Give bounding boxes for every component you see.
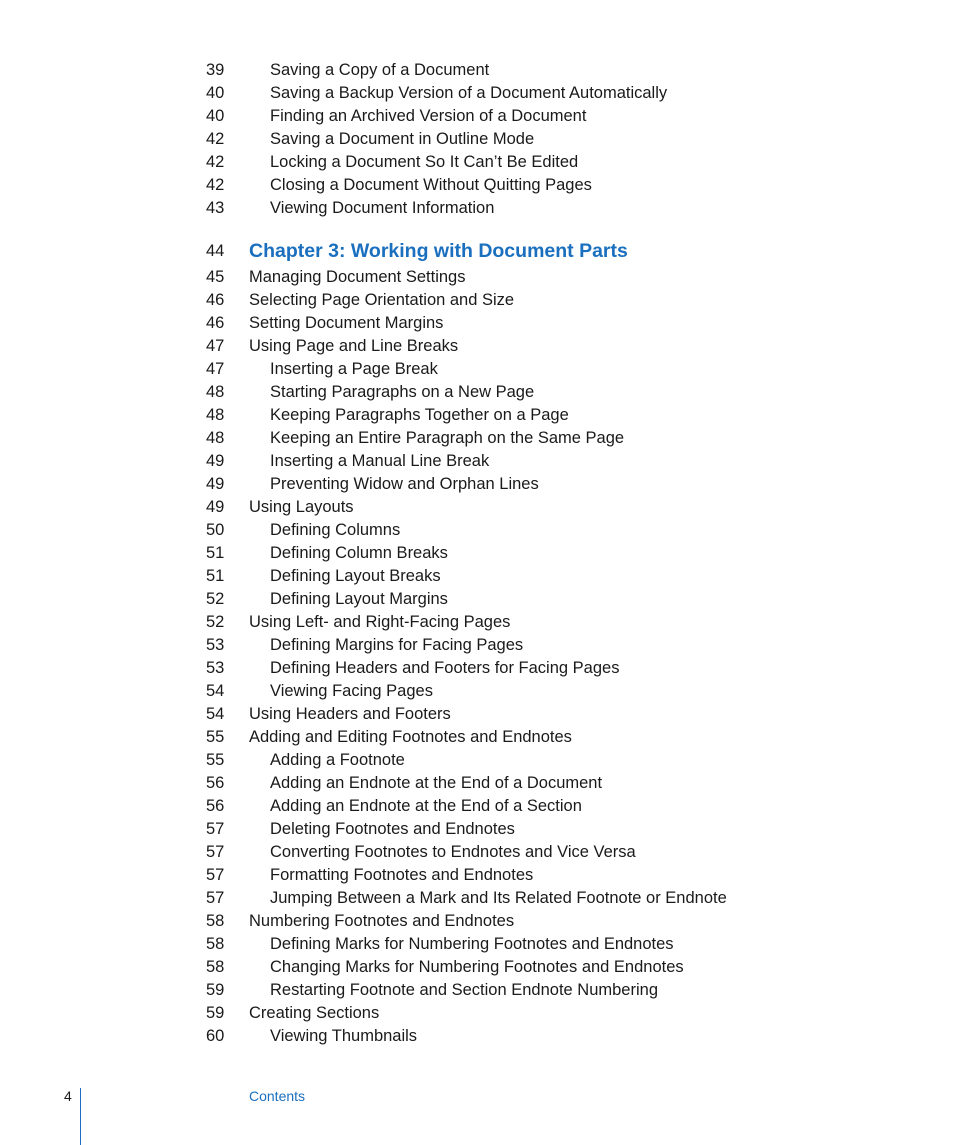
- toc-entry[interactable]: [0, 358, 954, 381]
- toc-entry-title: Adding an Endnote at the End of a Section: [270, 797, 582, 815]
- toc-entry-title: Saving a Copy of a Document: [270, 61, 490, 79]
- toc-entry-title: Viewing Document Information: [270, 199, 495, 217]
- toc-entry-title: Locking a Document So It Can’t Be Edited: [270, 153, 579, 171]
- toc-entry-title: Defining Columns: [270, 521, 401, 539]
- toc-entry[interactable]: [0, 381, 954, 404]
- toc-page-number: 57: [206, 843, 225, 861]
- toc-entry[interactable]: [0, 749, 954, 772]
- toc-page-number: 47: [206, 360, 225, 378]
- toc-entry[interactable]: [0, 565, 954, 588]
- toc-entry[interactable]: [0, 841, 954, 864]
- toc-page-number: 58: [206, 912, 225, 930]
- footer-divider: [80, 1088, 81, 1145]
- toc-page-number: 58: [206, 935, 225, 953]
- toc-page-number: 60: [206, 1027, 225, 1045]
- toc-entry-title: Defining Marks for Numbering Footnotes and Endnotes: [270, 935, 674, 953]
- toc-entry-title: Defining Column Breaks: [270, 544, 448, 562]
- toc-entry-title: Restarting Footnote and Section Endnote Numbering: [270, 981, 658, 999]
- toc-entry[interactable]: [0, 151, 954, 174]
- toc-entry-title: Adding a Footnote: [270, 751, 405, 769]
- toc-entry-title: Jumping Between a Mark and Its Related Footnote or Endnote: [270, 889, 727, 907]
- toc-entry[interactable]: [0, 795, 954, 818]
- toc-entry[interactable]: [0, 933, 954, 956]
- toc-page-number: 57: [206, 866, 225, 884]
- toc-page-number: 54: [206, 682, 225, 700]
- toc-page-number: 39: [206, 61, 225, 79]
- toc-page-number: 40: [206, 107, 225, 125]
- toc-entry-title: Selecting Page Orientation and Size: [249, 291, 515, 309]
- toc-page-number: 56: [206, 797, 225, 815]
- toc-page-number: 59: [206, 981, 225, 999]
- toc-page-number: 40: [206, 84, 225, 102]
- toc-entry-title: Using Headers and Footers: [249, 705, 451, 723]
- toc-entry[interactable]: [0, 450, 954, 473]
- toc-entry[interactable]: [0, 335, 954, 358]
- toc-entry[interactable]: [0, 680, 954, 703]
- toc-entry-title: Closing a Document Without Quitting Pages: [270, 176, 592, 194]
- toc-entry[interactable]: [0, 611, 954, 634]
- toc-entry[interactable]: [0, 979, 954, 1002]
- toc-entry-title: Using Layouts: [249, 498, 354, 516]
- chapter-spacer: [0, 220, 954, 237]
- toc-page-number: 55: [206, 751, 225, 769]
- toc-entry-title: Starting Paragraphs on a New Page: [270, 383, 535, 401]
- toc-entry[interactable]: [0, 128, 954, 151]
- toc-entry[interactable]: [0, 864, 954, 887]
- toc-entry-title: Changing Marks for Numbering Footnotes and Endnotes: [270, 958, 684, 976]
- toc-entry-title: Numbering Footnotes and Endnotes: [249, 912, 515, 930]
- toc-page-number: 58: [206, 958, 225, 976]
- toc-entry[interactable]: [0, 542, 954, 565]
- toc-page-number: 53: [206, 636, 225, 654]
- toc-page-number: 52: [206, 590, 225, 608]
- toc-entry[interactable]: [0, 174, 954, 197]
- toc-entry[interactable]: [0, 312, 954, 335]
- toc-entry-title: Saving a Backup Version of a Document Automatically: [270, 84, 668, 102]
- toc-page-number: 54: [206, 705, 225, 723]
- toc-entry[interactable]: [0, 404, 954, 427]
- toc-chapter-heading[interactable]: [0, 237, 954, 266]
- toc-page-number: 49: [206, 452, 225, 470]
- toc-page-number: 47: [206, 337, 225, 355]
- toc-entry-title: Defining Layout Margins: [270, 590, 448, 608]
- toc-entry-title: Defining Margins for Facing Pages: [270, 636, 524, 654]
- toc-entry[interactable]: [0, 818, 954, 841]
- toc-entry[interactable]: [0, 289, 954, 312]
- toc-entry-title: Defining Headers and Footers for Facing Pages: [270, 659, 620, 677]
- toc-entry[interactable]: [0, 496, 954, 519]
- toc-page-number: 42: [206, 130, 225, 148]
- toc-entry[interactable]: [0, 1025, 954, 1048]
- chapter-title: Chapter 3: Working with Document Parts: [249, 240, 628, 262]
- toc-entry[interactable]: [0, 772, 954, 795]
- toc-page-number: 48: [206, 429, 225, 447]
- toc-entry-title: Adding and Editing Footnotes and Endnotes: [249, 728, 572, 746]
- toc-page-number: 46: [206, 291, 225, 309]
- table-of-contents: [0, 59, 954, 1048]
- toc-page-number: 57: [206, 889, 225, 907]
- toc-entry-title: Creating Sections: [249, 1004, 380, 1022]
- toc-page-number: 45: [206, 268, 225, 286]
- toc-entry-title: Deleting Footnotes and Endnotes: [270, 820, 515, 838]
- toc-page-number: 51: [206, 544, 225, 562]
- toc-entry[interactable]: [0, 588, 954, 611]
- toc-page-number: 42: [206, 176, 225, 194]
- toc-entry[interactable]: [0, 634, 954, 657]
- toc-page-number: 53: [206, 659, 225, 677]
- toc-entry[interactable]: [0, 519, 954, 542]
- toc-entry[interactable]: [0, 59, 954, 82]
- toc-entry-title: Using Left- and Right-Facing Pages: [249, 613, 511, 631]
- toc-entry-title: Saving a Document in Outline Mode: [270, 130, 535, 148]
- toc-entry[interactable]: [0, 910, 954, 933]
- toc-page-number: 57: [206, 820, 225, 838]
- toc-page-number: 49: [206, 475, 225, 493]
- toc-entry-title: Converting Footnotes to Endnotes and Vice Versa: [270, 843, 636, 861]
- toc-page-number: 42: [206, 153, 225, 171]
- toc-entry[interactable]: [0, 82, 954, 105]
- toc-page-number: 56: [206, 774, 225, 792]
- toc-page-number: 48: [206, 383, 225, 401]
- toc-page-number: 49: [206, 498, 225, 516]
- toc-entry-title: Keeping Paragraphs Together on a Page: [270, 406, 569, 424]
- toc-entry-title: Keeping an Entire Paragraph on the Same Page: [270, 429, 625, 447]
- toc-page-number: 59: [206, 1004, 225, 1022]
- toc-entry[interactable]: [0, 266, 954, 289]
- toc-entry-title: Viewing Thumbnails: [270, 1027, 418, 1045]
- toc-entry-title: Viewing Facing Pages: [270, 682, 433, 700]
- toc-page-number: 44: [206, 242, 225, 260]
- toc-entry[interactable]: [0, 703, 954, 726]
- toc-entry-title: Adding an Endnote at the End of a Document: [270, 774, 603, 792]
- toc-entry-title: Inserting a Manual Line Break: [270, 452, 490, 470]
- toc-entry[interactable]: [0, 427, 954, 450]
- toc-entry[interactable]: [0, 726, 954, 749]
- toc-entry-title: Inserting a Page Break: [270, 360, 438, 378]
- toc-page-number: 51: [206, 567, 225, 585]
- toc-page-number: 48: [206, 406, 225, 424]
- toc-entry[interactable]: [0, 887, 954, 910]
- toc-entry-title: Using Page and Line Breaks: [249, 337, 459, 355]
- toc-page-number: 46: [206, 314, 225, 332]
- toc-entry-title: Managing Document Settings: [249, 268, 466, 286]
- toc-entry[interactable]: [0, 473, 954, 496]
- toc-entry-title: Preventing Widow and Orphan Lines: [270, 475, 539, 493]
- toc-entry-title: Formatting Footnotes and Endnotes: [270, 866, 534, 884]
- toc-page-number: 52: [206, 613, 225, 631]
- toc-entry[interactable]: [0, 197, 954, 220]
- footer-section-label: Contents: [249, 1088, 306, 1104]
- toc-entry-title: Finding an Archived Version of a Document: [270, 107, 587, 125]
- toc-entry-title: Defining Layout Breaks: [270, 567, 441, 585]
- toc-entry-title: Setting Document Margins: [249, 314, 444, 332]
- toc-page-number: 55: [206, 728, 225, 746]
- toc-page-number: 50: [206, 521, 225, 539]
- page-number: 4: [64, 1088, 72, 1104]
- toc-entry[interactable]: [0, 1002, 954, 1025]
- toc-entry[interactable]: [0, 657, 954, 680]
- toc-entry[interactable]: [0, 105, 954, 128]
- toc-entry[interactable]: [0, 956, 954, 979]
- toc-page-number: 43: [206, 199, 225, 217]
